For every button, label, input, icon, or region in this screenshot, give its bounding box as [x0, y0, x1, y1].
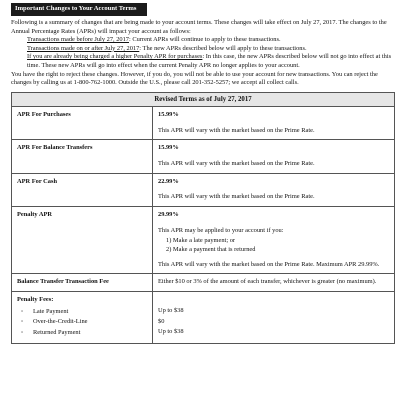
bt-fee-label: Balance Transfer Transaction Fee	[12, 274, 153, 292]
balance-transfers-label: APR For Balance Transfers	[12, 140, 153, 173]
cash-label: APR For Cash	[12, 173, 153, 206]
late-payment-value: Up to $38	[158, 306, 184, 314]
before-date-label: Transactions made before July 27, 2017	[27, 36, 129, 44]
list-item	[17, 329, 147, 338]
after-date-label: Transactions made on or after July 27, 2017	[27, 44, 140, 52]
before-date-text: : Current APRs will continue to apply to these transactions.	[129, 36, 281, 44]
penalty-fees-values	[153, 291, 395, 344]
bullet-icon: ◦	[21, 307, 24, 315]
before-date-line	[11, 36, 395, 45]
after-date-text: : The new APRs described below will apply to these transactions.	[139, 44, 307, 52]
table-row	[12, 107, 395, 140]
penalty-fees-label: Penalty Fees:	[17, 295, 54, 303]
returned-payment-label: Returned Payment	[33, 328, 81, 336]
list-item: 1) Make a late payment; or	[166, 237, 236, 245]
penalty-apr-note: This APR will vary with the market based on the Prime Rate. Maximum APR 29.99%.	[158, 260, 380, 268]
returned-payment-value: Up to $38	[158, 328, 184, 336]
list-item	[17, 318, 147, 327]
purchases-value	[153, 107, 395, 140]
table-row	[12, 173, 395, 206]
cash-note: This APR will vary with the market based on the Prime Rate.	[158, 193, 315, 201]
bullet-icon: ◦	[21, 328, 24, 336]
balance-transfers-rate: 15.99%	[158, 144, 179, 152]
purchases-note: This APR will vary with the market based on the Prime Rate.	[158, 126, 315, 134]
balance-transfers-value	[153, 140, 395, 173]
penalty-apr-intro: This APR may be applied to your account if you:	[158, 226, 284, 234]
table-row	[12, 140, 395, 173]
intro-paragraph: Following is a summary of changes that are being made to your account terms. These changes will take effect on July 27, 2017. The changes to the Annual Percentage Rates (APRs) will impact your account as follows:	[11, 18, 387, 35]
over-credit-line-value: $0	[158, 317, 165, 325]
penalty-fees-cell	[12, 291, 153, 344]
late-payment-label: Late Payment	[33, 307, 69, 315]
table-row	[12, 207, 395, 274]
list-item	[17, 308, 147, 317]
intro-section	[11, 19, 395, 88]
table-row	[12, 274, 395, 292]
purchases-rate: 15.99%	[158, 111, 179, 119]
bt-fee-value: Either $10 or 3% of the amount of each transfer, whichever is greater (no maximum).	[153, 274, 395, 292]
higher-penalty-label: If you are already being charged a higher Penalty APR for purchases	[27, 53, 203, 61]
over-credit-line-label: Over-the-Credit-Line	[33, 318, 88, 326]
penalty-trigger-list	[158, 237, 389, 254]
table-title: Revised Terms as of July 27, 2017	[12, 93, 395, 107]
higher-penalty-line	[11, 53, 395, 70]
purchases-label: APR For Purchases	[12, 107, 153, 140]
penalty-apr-rate: 29.99%	[158, 211, 179, 219]
notice-header: Important Changes to Your Account Terms	[11, 3, 147, 16]
bullet-icon: ◦	[21, 318, 24, 326]
penalty-apr-value	[153, 207, 395, 274]
cash-value	[153, 173, 395, 206]
reject-paragraph: You have the right to reject these changes. However, if you do, you will not be able to use your account for new transactions. You can reject the changes by calling us at 1-800-762-1000. Outside the U.S., please call 201-352-5257; we accept all collect calls.	[11, 70, 378, 87]
list-item: 2) Make a payment that is returned	[166, 245, 256, 253]
penalty-apr-label: Penalty APR	[12, 207, 153, 274]
higher-penalty-text: : In this case, the new APRs described below will not go into effect at this time. These new APRs will go into effect when the current Penalty APR no longer applies to your account.	[27, 53, 392, 70]
table-row	[12, 291, 395, 344]
balance-transfers-note: This APR will vary with the market based on the Prime Rate.	[158, 160, 315, 168]
cash-rate: 22.99%	[158, 177, 179, 185]
account-terms-notice	[11, 0, 395, 344]
revised-terms-table	[11, 92, 395, 344]
after-date-line	[11, 45, 395, 54]
